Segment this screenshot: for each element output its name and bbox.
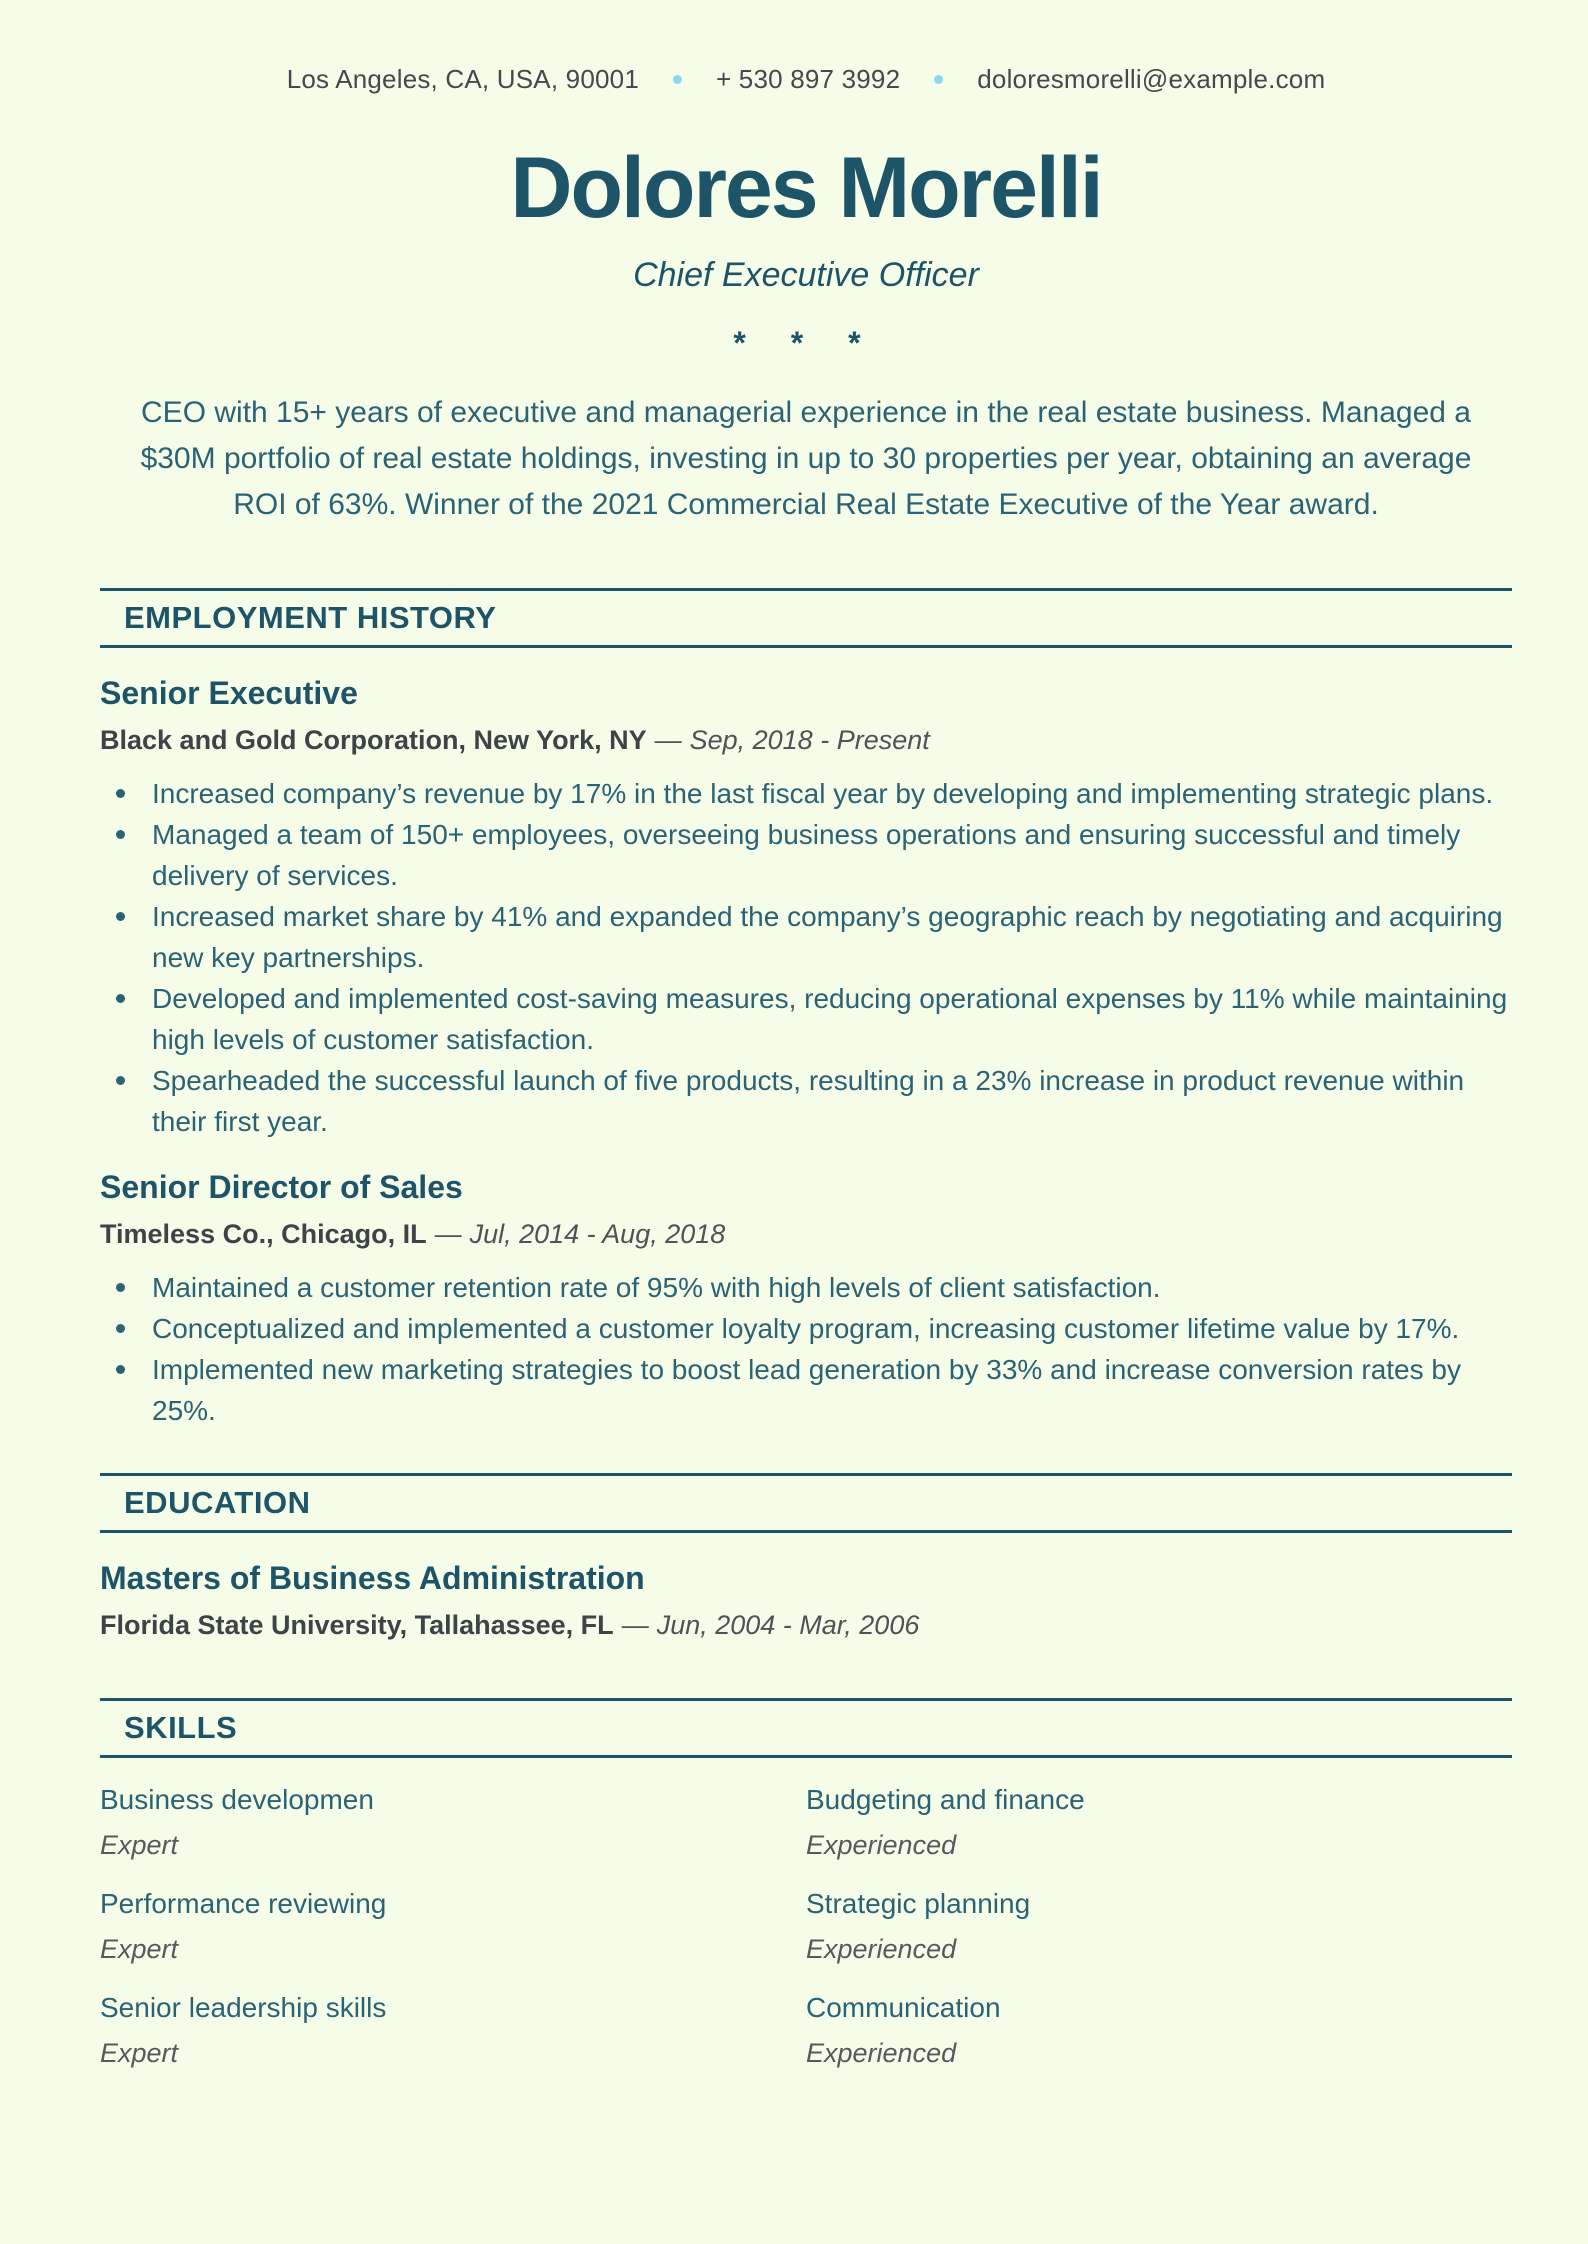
candidate-name: Dolores Morelli	[510, 140, 1102, 236]
education-entry	[100, 1559, 1512, 1642]
dash-separator: —	[621, 1609, 649, 1640]
company-name: Timeless Co., Chicago, IL	[100, 1218, 427, 1249]
contact-bar	[100, 0, 1512, 95]
skill-item	[100, 1990, 806, 2070]
contact-location: Los Angeles, CA, USA, 90001	[286, 64, 639, 94]
candidate-job-title: Chief Executive Officer	[633, 255, 979, 294]
job-bullet: Conceptualized and implemented a customer loyalty program, increasing customer lifetime value by 17%.	[100, 1308, 1512, 1349]
company-line	[100, 1218, 1512, 1251]
job-entry	[100, 674, 1512, 1142]
school-line	[100, 1609, 1512, 1642]
skill-name: Business developmen	[100, 1783, 374, 1815]
job-title: Senior Director of Sales	[100, 1168, 463, 1205]
job-bullet: Managed a team of 150+ employees, overseeing business operations and ensuring successful and timely delivery of services.	[100, 814, 1512, 896]
degree-title: Masters of Business Administration	[100, 1559, 645, 1596]
dash-separator: —	[434, 1218, 462, 1249]
dash-separator: —	[654, 724, 682, 755]
skill-level: Expert	[100, 1829, 179, 1860]
company-line	[100, 724, 1512, 757]
job-bullet: Developed and implemented cost-saving measures, reducing operational expenses by 11% while maintaining high levels of customer satisfaction.	[100, 978, 1512, 1060]
education-dates: Jun, 2004 - Mar, 2006	[656, 1609, 920, 1640]
skill-level: Experienced	[806, 1933, 957, 1964]
job-bullet: Maintained a customer retention rate of 95% with high levels of client satisfaction.	[100, 1267, 1512, 1308]
employment-dates: Sep, 2018 - Present	[689, 724, 930, 755]
job-bullet: Spearheaded the successful launch of five products, resulting in a 23% increase in product revenue within their first year.	[100, 1060, 1512, 1142]
skill-name: Performance reviewing	[100, 1887, 387, 1919]
section-title-employment: EMPLOYMENT HISTORY	[100, 588, 1512, 648]
skills-grid	[100, 1782, 1512, 2070]
profile-summary: CEO with 15+ years of executive and managerial experience in the real estate business. Managed a $30M portfolio of real estate holdings, investing in up to 30 properties per year, obtaining an average ROI of 63%. Winner of the 2021 Commercial Real Estate Executive of the Year award.	[140, 395, 1472, 521]
skill-level: Expert	[100, 2037, 179, 2068]
job-bullet-list	[100, 773, 1512, 1142]
separator-dot-icon	[673, 75, 682, 84]
skill-item	[806, 1782, 1512, 1862]
skill-level: Expert	[100, 1933, 179, 1964]
job-bullet: Increased market share by 41% and expanded the company’s geographic reach by negotiating and acquiring new key partnerships.	[100, 896, 1512, 978]
section-title-education: EDUCATION	[100, 1473, 1512, 1533]
skill-level: Experienced	[806, 2037, 957, 2068]
job-bullet: Increased company’s revenue by 17% in the last fiscal year by developing and implementing strategic plans.	[100, 773, 1512, 814]
skill-level: Experienced	[806, 1829, 957, 1860]
section-title-skills: SKILLS	[100, 1698, 1512, 1758]
skill-item	[806, 1886, 1512, 1966]
job-entry	[100, 1168, 1512, 1431]
separator-dot-icon	[934, 75, 943, 84]
school-name: Florida State University, Tallahassee, FL	[100, 1609, 614, 1640]
skill-name: Senior leadership skills	[100, 1991, 387, 2023]
job-bullet: Implemented new marketing strategies to boost lead generation by 33% and increase conversion rates by 25%.	[100, 1349, 1512, 1431]
employment-dates: Jul, 2014 - Aug, 2018	[469, 1218, 726, 1249]
skill-name: Communication	[806, 1991, 1001, 2023]
skill-item	[806, 1990, 1512, 2070]
job-bullet-list	[100, 1267, 1512, 1431]
job-title: Senior Executive	[100, 674, 358, 711]
skill-name: Strategic planning	[806, 1887, 1031, 1919]
skill-name: Budgeting and finance	[806, 1783, 1085, 1815]
contact-phone: + 530 897 3992	[715, 64, 901, 94]
stars-divider: * * *	[733, 324, 879, 361]
contact-email: doloresmorelli@example.com	[977, 64, 1326, 94]
skill-item	[100, 1886, 806, 1966]
skill-item	[100, 1782, 806, 1862]
company-name: Black and Gold Corporation, New York, NY	[100, 724, 647, 755]
